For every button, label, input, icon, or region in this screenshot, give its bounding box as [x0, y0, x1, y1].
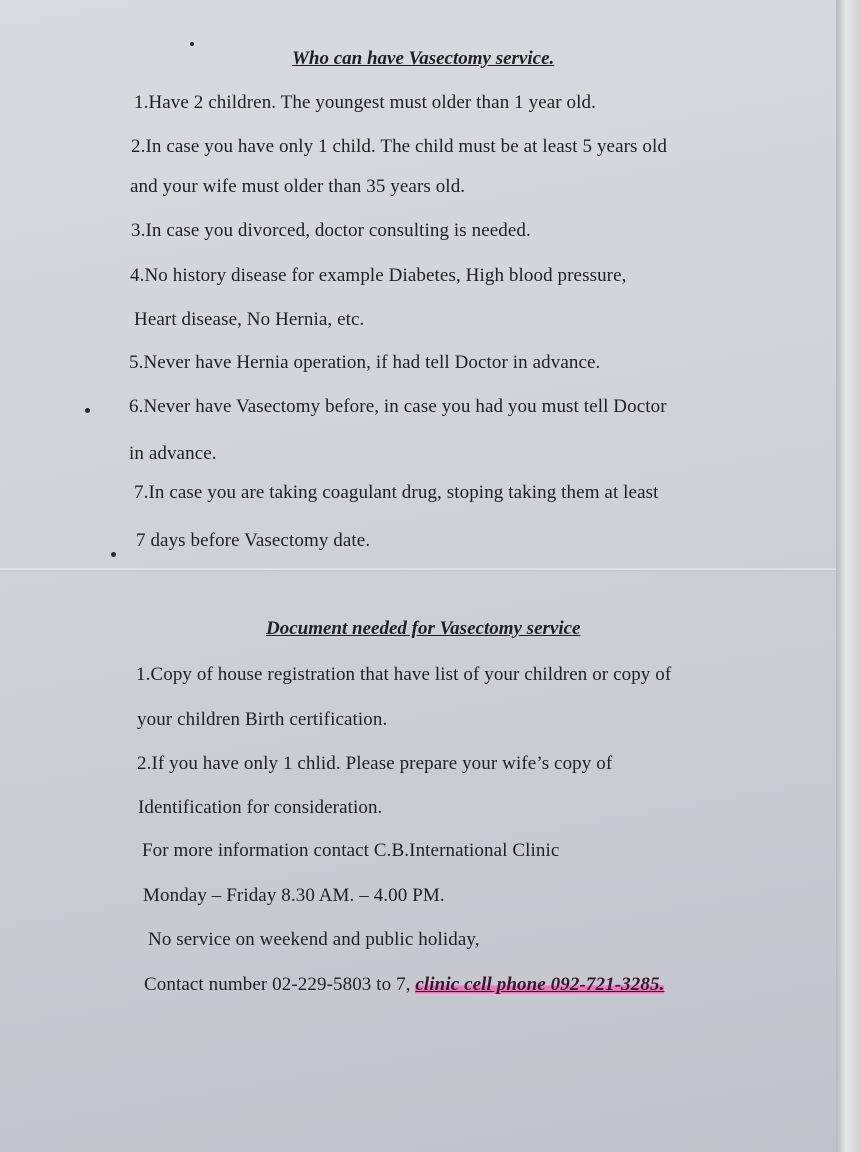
- document-line-3: 2.If you have only 1 chlid. Please prepare your wife’s copy of: [137, 753, 613, 774]
- heading-document-needed: Document needed for Vasectomy service: [266, 618, 581, 639]
- condition-line-8: 6.Never have Vasectomy before, in case you had you must tell Doctor: [129, 396, 667, 417]
- document-line-4: Identification for consideration.: [138, 797, 383, 818]
- condition-line-10: 7.In case you are taking coagulant drug, stoping taking them at least: [134, 482, 659, 503]
- no-service-line: No service on weekend and public holiday,: [148, 929, 480, 950]
- document-line-2: your children Birth certification.: [137, 709, 388, 730]
- bullet-dot: [85, 408, 90, 413]
- condition-line-2: 2.In case you have only 1 child. The child must be at least 5 years old: [131, 136, 667, 157]
- condition-line-3: and your wife must older than 35 years old.: [130, 176, 466, 197]
- condition-line-7: 5.Never have Hernia operation, if had tell Doctor in advance.: [129, 352, 601, 373]
- more-info-line: For more information contact C.B.International Clinic: [142, 840, 560, 861]
- bullet-dot: [111, 552, 116, 557]
- office-hours-line: Monday – Friday 8.30 AM. – 4.00 PM.: [143, 885, 445, 906]
- paper-fold-line: [0, 568, 836, 570]
- background-edge: [836, 0, 861, 1152]
- condition-line-4: 3.In case you divorced, doctor consulting is needed.: [131, 220, 531, 241]
- condition-line-11: 7 days before Vasectomy date.: [136, 530, 371, 551]
- condition-line-5: 4.No history disease for example Diabetes, High blood pressure,: [130, 265, 627, 286]
- condition-line-1: 1.Have 2 children. The youngest must older than 1 year old.: [134, 92, 596, 113]
- document-line-1: 1.Copy of house registration that have list of your children or copy of: [136, 664, 672, 685]
- clinic-cell-phone-highlight: clinic cell phone 092-721-3285.: [415, 974, 665, 995]
- condition-line-6: Heart disease, No Hernia, etc.: [134, 309, 365, 330]
- contact-line: [144, 974, 664, 996]
- contact-number-text: Contact number 02-229-5803 to 7,: [144, 974, 416, 995]
- condition-line-9: in advance.: [129, 443, 217, 464]
- heading-who-can-have: Who can have Vasectomy service.: [292, 48, 555, 69]
- ink-dot: [190, 42, 194, 46]
